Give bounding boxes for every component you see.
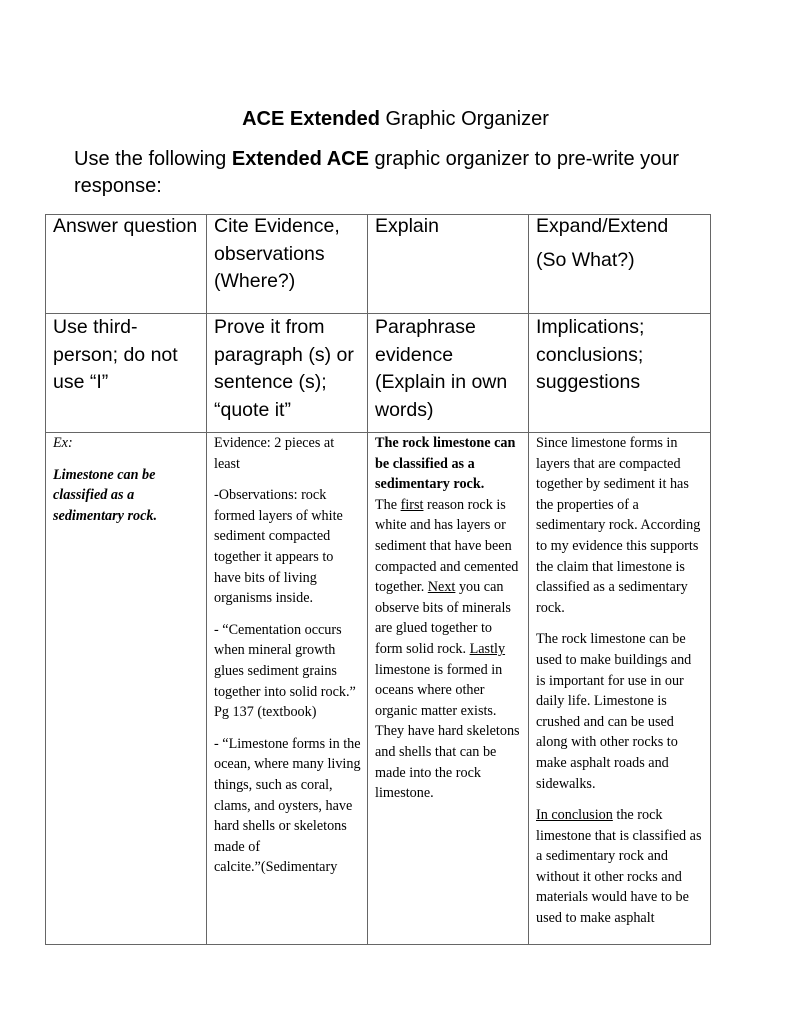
observations-text: -Observations: rock formed layers of white sediment compacted together it appears to have bits of living organisms inside.	[214, 487, 343, 607]
explain-t2: you can observe bits of minerals are glued together to form solid rock.	[375, 579, 511, 657]
explain-topic: The rock limestone can be classified as a sedimentary rock.	[375, 435, 516, 493]
example-cite-cell	[207, 433, 368, 945]
expand-paragraph-1: Since limestone forms in layers that are compacted together by sediment it has the properties of a sedimentary rock. According to my evidence this supports the claim that limestone is classified as a sedimentary rock.	[536, 435, 701, 616]
title-rest: Graphic Organizer	[379, 108, 549, 130]
example-row	[46, 433, 711, 945]
explain-lastly: Lastly	[469, 640, 506, 657]
header-expand-line2: (So What?)	[536, 248, 635, 271]
example-explain-cell	[368, 433, 529, 945]
intro-before: Use the following	[74, 148, 232, 170]
header-expand	[529, 215, 711, 314]
quote-cementation: - “Cementation occurs when mineral growth glues sediment grains together into solid rock.” Pg 137 (textbook)	[214, 621, 356, 721]
guidance-row	[46, 314, 711, 433]
header-row	[46, 215, 711, 314]
expand-paragraph-3	[536, 805, 704, 929]
expand-p3-rest: the rock limestone that is classified as a sedimentary rock and without it other rocks and materials would have to be used to make asphalt	[536, 807, 702, 927]
header-answer	[46, 215, 207, 314]
guidance-cite: Prove it from paragraph (s) or sentence (s); “quote it”	[207, 314, 368, 433]
guidance-explain: Paraphrase evidence (Explain in own words)	[368, 314, 529, 433]
example-label: Ex:	[53, 435, 73, 451]
example-answer-cell	[46, 433, 207, 945]
intro-bold: Extended ACE	[231, 148, 369, 170]
explain-next: Next	[427, 579, 456, 596]
guidance-answer: Use third-person; do not use “I”	[46, 314, 207, 433]
header-answer-text: Answer question	[53, 215, 198, 237]
guidance-expand: Implications; conclusions; suggestions	[529, 314, 711, 433]
explain-t3: limestone is formed in oceans where other organic matter exists. They have hard skeletons and shells that can be made into the rock limestone.	[375, 661, 520, 802]
header-explain-text: Explain	[375, 215, 439, 237]
intro-after: graphic organizer to pre-write your response:	[74, 148, 680, 197]
explain-paragraph	[375, 433, 522, 804]
intro-instructions	[74, 146, 734, 200]
explain-first: first	[400, 496, 424, 513]
page-title	[0, 106, 791, 132]
header-cite	[207, 215, 368, 314]
example-expand-cell	[529, 433, 711, 945]
expand-in-conclusion: In conclusion	[536, 807, 613, 824]
header-explain	[368, 215, 529, 314]
graphic-organizer-table	[45, 214, 711, 945]
header-expand-line1: Expand/Extend	[536, 215, 669, 237]
example-claim: Limestone can be classified as a sedimentary rock.	[53, 466, 158, 524]
title-bold: ACE Extended	[242, 108, 380, 130]
expand-paragraph-2: The rock limestone can be used to make buildings and is important for use in our daily life. Limestone is crushed and can be used along with other rocks to make asphalt roads and sidewalks.	[536, 631, 692, 792]
quote-limestone: - “Limestone forms in the ocean, where many living things, such as coral, clams, and oysters, have hard shells or skeletons made of calcite.”(Sedimentary	[214, 735, 361, 876]
evidence-header: Evidence: 2 pieces at least	[214, 435, 335, 472]
explain-t1a: The	[375, 496, 401, 513]
explain-t1b: reason rock is white and has layers or sediment that have been compacted and cemented together.	[375, 496, 519, 596]
header-cite-text: Cite Evidence, observations (Where?)	[214, 215, 340, 292]
